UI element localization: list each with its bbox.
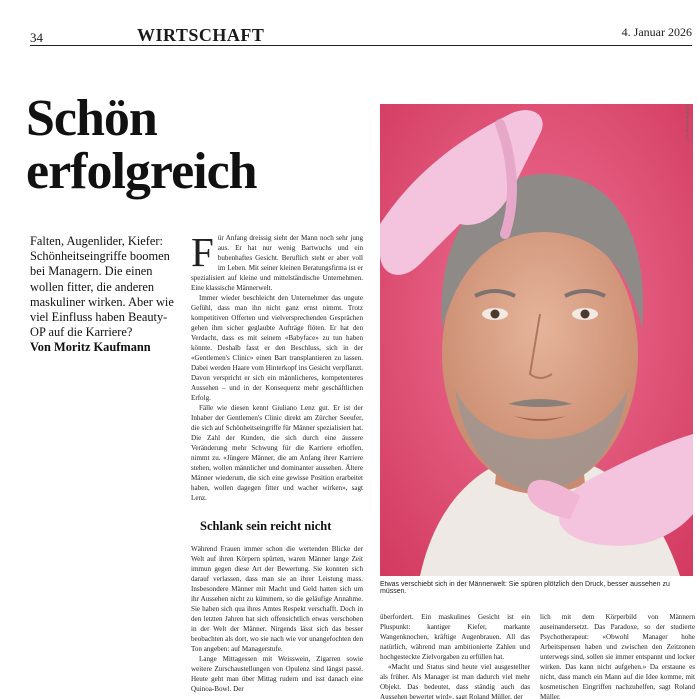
body-column-3 [380, 612, 530, 699]
body-column-2 [191, 544, 363, 694]
article-photo [380, 104, 693, 576]
body-paragraph: Fälle wie diesen kennt Giuliano Lenz gut. Er ist der Inhaber der Gentlemen's Clinic direkt am Zürcher Seeufer, die sich auf Schönheitseingriffe für Männer spezialisiert hat. Die Zahl der Kunden, die sich durch eine äussere Veränderung mehr Schwung für die Karriere erhoffen, nimmt zu. «Jüngere Männer, die am Anfang ihrer Karriere stehen, wollen männlicher und dominanter aussehen. Ältere Männer wiederum, die sich eine gewisse Position erarbeitet haben, wollen dagegen fitter und wacher wirken», sagt Lenz. [191, 404, 363, 502]
headline-line-2: erfolgreich [26, 143, 257, 200]
subheading: Schlank sein reicht nicht [200, 519, 332, 533]
body-paragraph: Lange Mittagessen mit Weisswein, Zigarren sowie weitere Zurschaustellungen von Opulenz sind längst passé. Heute geht man über Mittag rudern und isst danach eine Quinoa-Bowl. Der [191, 655, 363, 693]
header-rule [30, 45, 692, 46]
lead-text: Falten, Augenlider, Kiefer: Schönheitseingriffe boomen bei Managern. Die einen wollen fitter, die anderen maskuliner wirken. Aber wie viel Einfluss haben Beauty-OP auf die Karriere? [30, 234, 174, 340]
body-paragraph: Während Frauen immer schon die wertenden Blicke der Welt auf ihren Körpern spürten, waren Männer lange Zeit immun gegen diese Art der Bewertung. Sie konnten sich darauf verlassen, dass man sie an ihrer Leistung mass. Insbesondere Männer mit Macht und Geld hatten sich um ihr Aussehen nicht zu kümmern, so die geläufige Annahme. Sie haben sich qua ihres Amtes Respekt verschafft. Doch in den letzten Jahren hat sich offensichtlich etwas verschoben in der Welt der Männer. Nirgends lässt sich das besser beobachten als dort, wo sie nach wie vor unangefochten den Ton angeben: auf Managerstufe. [191, 545, 363, 653]
body-column-1 [191, 229, 363, 503]
body-paragraph: überfordert. Ein maskulines Gesicht ist ein Pluspunkt: kantiger Kiefer, markante Wangenknochen, kräftige Augenbrauen. All das natürlich, während man ambitionierte Zahlen und hochgesteckte Zielvorgaben zu erfüllen hat. [380, 613, 530, 661]
body-paragraph: lich mit dem Körperbild von Männern auseinandersetzt. Das Paradoxe, so der studierte Psychotherapeut: «Obwohl Manager hohe Arbeitspensen haben und zwischen den Zeitzonen unterwegs sind, sollen sie immer entspannt und locker wirken. Das kann nicht aufgehen.» Da erstaune es nicht, dass manch ein Mann auf die Idee komme, mit kosmetischen Eingriffen nachzuhelfen, sagt Roland Müller. [540, 613, 695, 699]
paragraph-text: ür Anfang dreissig sieht der Mann noch sehr jung aus. Er hat nur wenig Bartwuchs und ein bubenhaftes Gesicht. Beruflich steht er aber voll im Leben. Mit seiner kleinen Beratungsfirma ist er spezialisiert auf kleine und mittelständische Unternehmen. Eine klassische Männerwelt. [191, 234, 363, 292]
page-number: 34 [30, 30, 43, 45]
photo-credit: CLAUDIA HANNA / NZZ [685, 104, 689, 142]
body-paragraph [191, 229, 363, 293]
byline: Von Moritz Kaufmann [30, 340, 151, 355]
body-column-4 [540, 612, 695, 699]
lead-paragraph [30, 234, 178, 356]
section-title: WIRTSCHAFT [137, 25, 265, 45]
drop-cap: F [191, 229, 214, 275]
body-paragraph: Immer wieder beschleicht den Unternehmer das ungute Gefühl, dass man ihn nicht ganz ernst nimmt. Trotz kompetitiven Offerten und vielversprechenden Gesprächen gehen ihm sicher geglaubte Aufträge flöten. Er hat den Verdacht, dass es mit seinem «Babyface» zu tun haben könnte. Deshalb fasst er den Beschluss, sich in der «Gentlemen's Clinic» einen Bart transplantieren zu lassen. Dabei werden Haare vom Hinterkopf ins Gesicht verpflanzt. Davon verspricht er sich ein männlicheres, kompetenteres Aussehen – und in der Konsequenz mehr geschäftlichen Erfolg. [191, 294, 363, 402]
photo-caption: Etwas verschiebt sich in der Männerwelt: Sie spüren plötzlich den Druck, besser aussehen zu müssen. [380, 581, 670, 595]
headline [26, 92, 257, 198]
headline-line-1: Schön [26, 90, 157, 147]
body-paragraph: «Macht und Status sind heute viel ausgestellter als früher. Als Manager ist man dadurch viel mehr Objekt. Das bedeutet, dass ständig auch das Aussehen bewertet wird», sagt Roland Müller, der [380, 663, 530, 699]
issue-date: 4. Januar 2026 [621, 25, 692, 39]
